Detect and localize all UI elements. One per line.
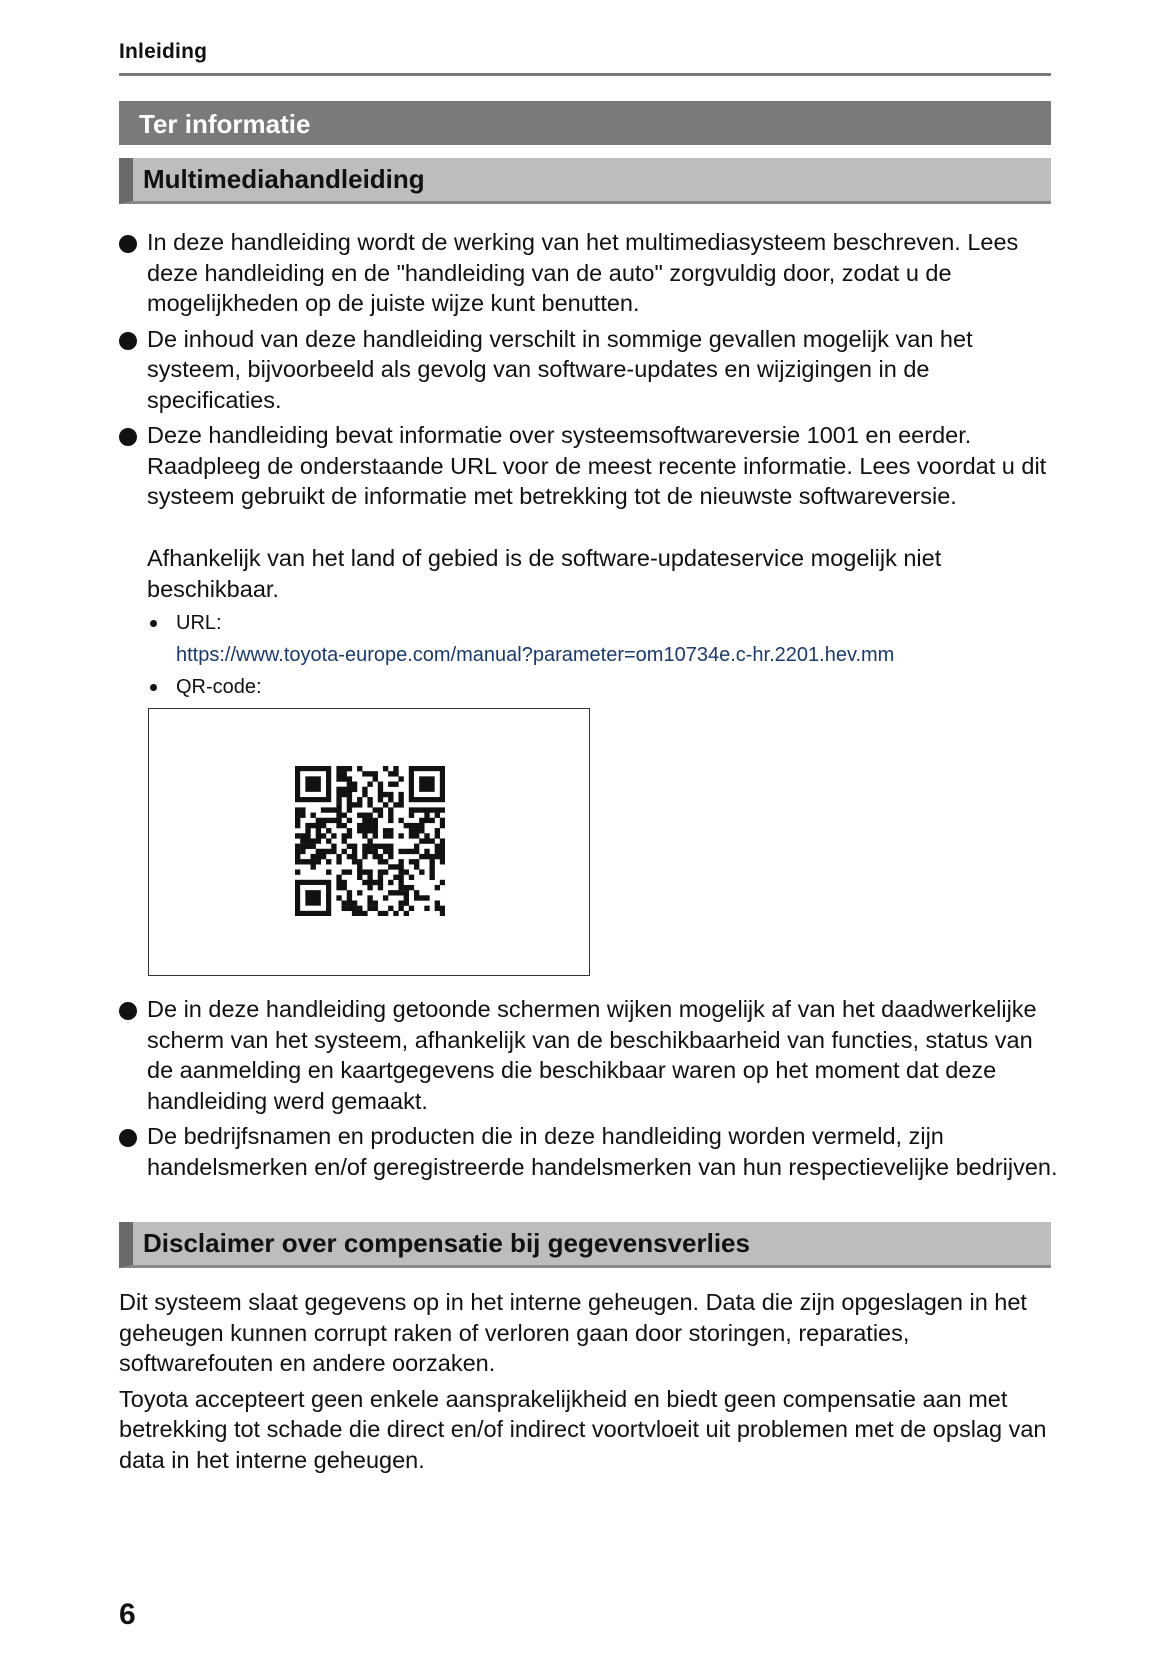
bullet-item: In deze handleiding wordt de werking van het multimediasysteem beschreven. Lees deze handleiding en de "handleiding van de auto" zorgvuldig door, zodat u de mogelijkheden op de juiste wijze kunt benutten. bbox=[119, 227, 1059, 319]
availability-block bbox=[119, 541, 1059, 976]
bullet-item bbox=[119, 420, 1059, 512]
qr-item bbox=[147, 674, 1059, 700]
bullet-item: De inhoud van deze handleiding verschilt in sommige gevallen mogelijk van het systeem, bijvoorbeeld als gevolg van software-updates en wijzigingen in de specificaties. bbox=[119, 324, 1059, 416]
disclaimer-paragraph: Toyota accepteert geen enkele aansprakelijkheid en biedt geen compensatie aan met betrekking tot schade die direct en/of indirect voortvloeit uit problemen met de opslag van data in het interne geheugen. bbox=[119, 1385, 1047, 1473]
disclaimer-body bbox=[119, 1287, 1059, 1480]
url-label: URL: bbox=[176, 612, 222, 634]
url-item bbox=[147, 610, 1059, 668]
disclaimer-heading: Disclaimer over compensatie bij gegevensverlies bbox=[143, 1228, 750, 1258]
disclaimer-paragraph: Dit systeem slaat gegevens op in het interne geheugen. Data die zijn opgeslagen in het geheugen kunnen corrupt raken of verloren gaan door storingen, reparaties, softwarefouten en andere oorzaken. bbox=[119, 1289, 1027, 1376]
multimedia-heading-bar bbox=[119, 158, 1051, 204]
bullet-text: Deze handleiding bevat informatie over systeemsoftwareversie 1001 en eerder. Raadpleeg de onderstaande URL voor de meest recente informatie. Lees voordat u dit systeem gebruikt de informatie met betrekking tot de nieuwste softwareversie. bbox=[147, 422, 1047, 509]
multimedia-bullet-list-2 bbox=[119, 994, 1059, 1187]
page-number: 6 bbox=[119, 1598, 136, 1631]
bullet-item: De in deze handleiding getoonde schermen wijken mogelijk af van het daadwerkelijke scherm van het systeem, afhankelijk van de beschikbaarheid van functies, status van de aanmelding en kaartgegevens die beschikbaar waren op het moment dat deze handleiding werd gemaakt. bbox=[119, 994, 1059, 1116]
small-bullet-icon bbox=[150, 620, 157, 627]
qr-code-frame bbox=[148, 708, 590, 976]
resource-list bbox=[119, 610, 1059, 700]
running-header: Inleiding bbox=[119, 40, 208, 63]
small-bullet-icon bbox=[150, 684, 157, 691]
availability-note: Afhankelijk van het land of gebied is de software-updateservice mogelijk niet beschikbaar. bbox=[147, 545, 942, 602]
section-banner bbox=[119, 101, 1051, 145]
disclaimer-heading-bar bbox=[119, 1222, 1051, 1268]
qr-code-icon bbox=[295, 766, 445, 916]
header-rule bbox=[119, 73, 1051, 76]
manual-url-link[interactable]: https://www.toyota-europe.com/manual?parameter=om10734e.c-hr.2201.hev.mm bbox=[176, 644, 895, 666]
multimedia-heading: Multimediahandleiding bbox=[143, 164, 425, 194]
qr-label: QR-code: bbox=[176, 676, 262, 698]
bullet-item: De bedrijfsnamen en producten die in deze handleiding worden vermeld, zijn handelsmerken en/of geregistreerde handelsmerken van hun respectievelijke bedrijven. bbox=[119, 1121, 1059, 1182]
section-title: Ter informatie bbox=[139, 109, 311, 139]
multimedia-bullet-list bbox=[119, 227, 1059, 517]
